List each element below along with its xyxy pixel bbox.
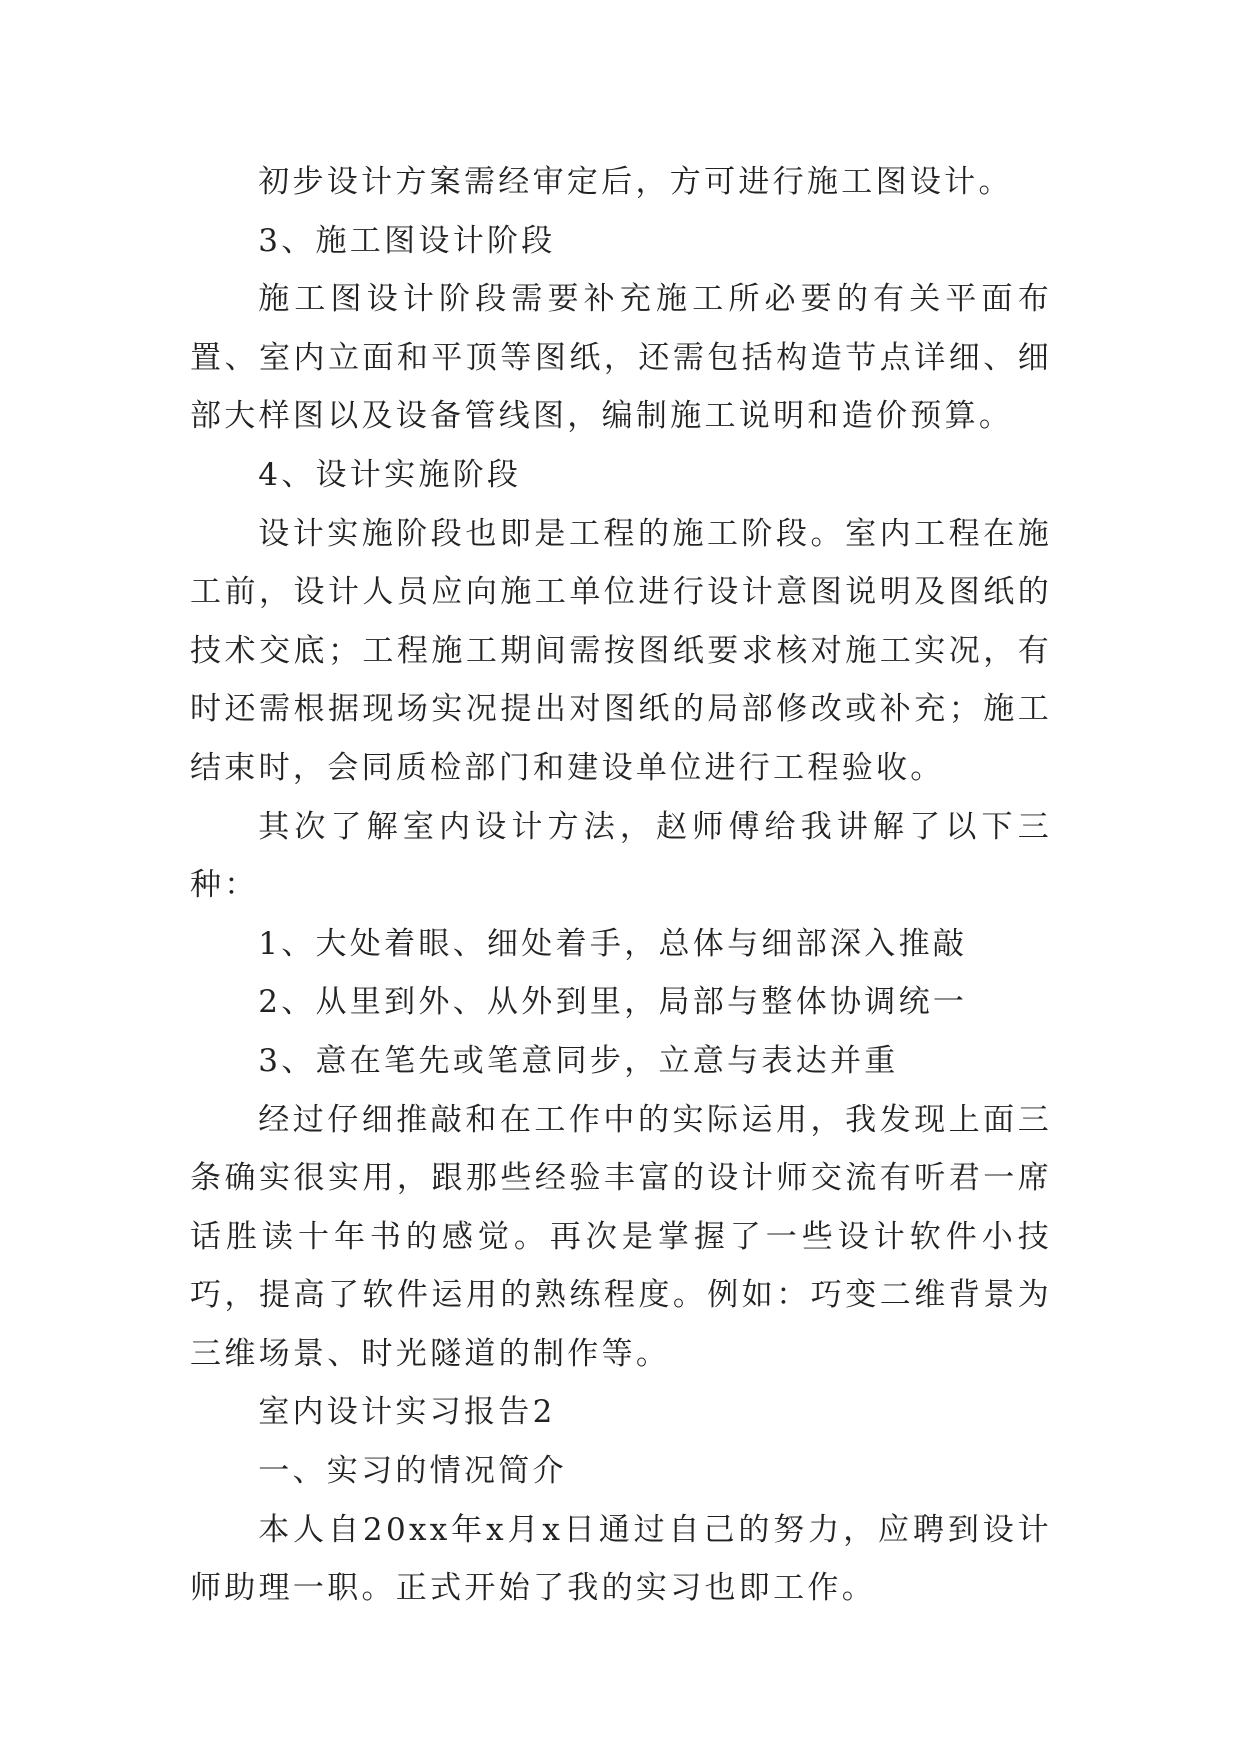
- paragraph-design-implementation-stage: 设计实施阶段也即是工程的施工阶段。室内工程在施工前，设计人员应向施工单位进行设计意图说明及图纸的技术交底；工程施工期间需按图纸要求核对施工实况，有时还需根据现场实况提出对图纸的局部修改或补充；施工结束时，会同质检部门和建设单位进行工程验收。: [190, 515, 1052, 786]
- heading-construction-drawing-stage: 3、施工图设计阶段: [258, 222, 556, 259]
- heading-internship-overview: 一、实习的情况简介: [258, 1453, 567, 1490]
- paragraph-design-methods-intro: 其次了解室内设计方法，赵师傅给我讲解了以下三种：: [190, 808, 1052, 904]
- list-item-method-3: 3、意在笔先或笔意同步，立意与表达并重: [258, 1042, 899, 1079]
- paragraph-reflection: 经过仔细推敲和在工作中的实际运用，我发现上面三条确实很实用，跟那些经验丰富的设计师交流有听君一席话胜读十年书的感觉。再次是掌握了一些设计软件小技巧，提高了软件运用的熟练程度。例如：巧变二维背景为三维场景、时光隧道的制作等。: [190, 1101, 1052, 1372]
- heading-design-implementation-stage: 4、设计实施阶段: [258, 456, 522, 493]
- paragraph-internship-overview: 本人自20xx年x月x日通过自己的努力，应聘到设计师助理一职。正式开始了我的实习也即工作。: [190, 1511, 1052, 1607]
- list-item-method-2: 2、从里到外、从外到里，局部与整体协调统一: [258, 984, 968, 1021]
- report-title-2: 室内设计实习报告2: [258, 1394, 556, 1431]
- paragraph-design-approval: 初步设计方案需经审定后，方可进行施工图设计。: [258, 164, 1013, 200]
- list-item-method-1: 1、大处着眼、细处着手，总体与细部深入推敲: [258, 925, 968, 962]
- document-body: [190, 153, 1052, 1618]
- paragraph-construction-drawing-stage: 施工图设计阶段需要补充施工所必要的有关平面布置、室内立面和平顶等图纸，还需包括构造节点详细、细部大样图以及设备管线图，编制施工说明和造价预算。: [190, 281, 1052, 435]
